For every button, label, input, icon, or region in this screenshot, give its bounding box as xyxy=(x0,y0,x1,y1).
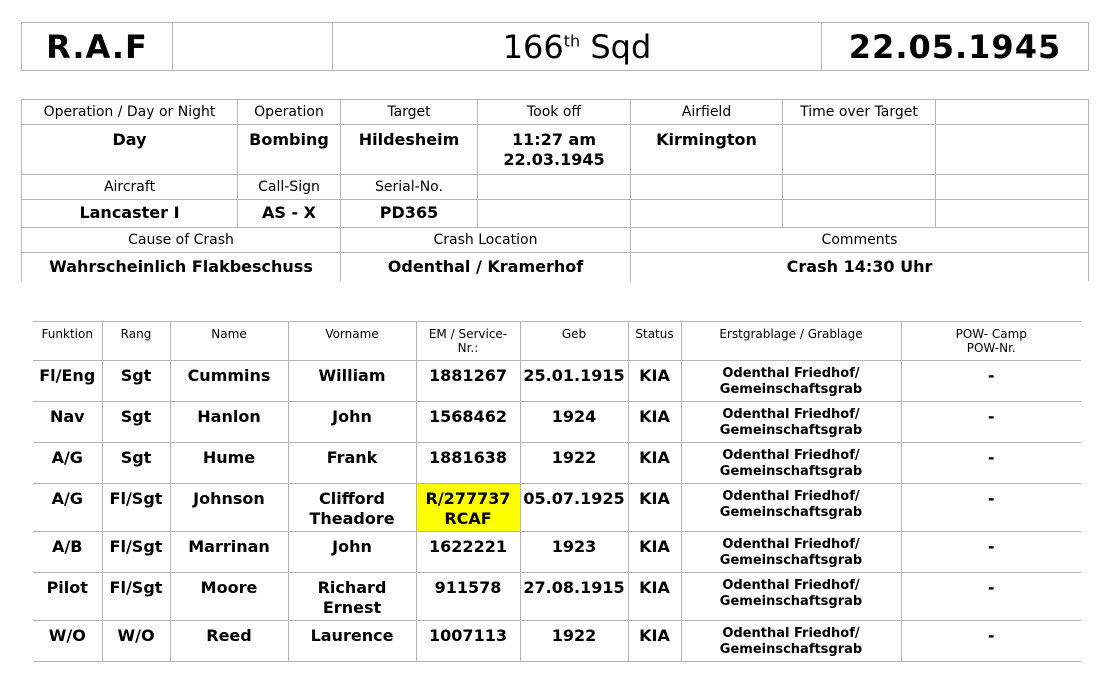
cell-service-nr-line1: 1881638 xyxy=(429,448,507,467)
col-name: Name xyxy=(170,322,288,361)
label-operation: Operation xyxy=(238,100,341,125)
value-airfield: Kirmington xyxy=(631,125,783,175)
cell-geb: 1923 xyxy=(520,532,628,573)
cell-service-nr-line1: 1622221 xyxy=(429,537,507,556)
cell-funktion: W/O xyxy=(33,621,102,662)
cell-grablage-line1: Odenthal Friedhof/ xyxy=(722,407,860,422)
op-empty-cell xyxy=(478,200,631,228)
cell-rang: Sgt xyxy=(102,402,170,443)
cell-vorname xyxy=(288,443,416,484)
cell-vorname xyxy=(288,361,416,402)
value-crash-location: Odenthal / Kramerhof xyxy=(341,253,631,282)
cell-vorname xyxy=(288,621,416,662)
col-em-line1: EM / Service- xyxy=(428,327,508,341)
cell-geb: 1924 xyxy=(520,402,628,443)
op-empty-cell xyxy=(631,175,783,200)
cell-grablage-line1: Odenthal Friedhof/ xyxy=(722,489,860,504)
cell-geb: 27.08.1915 xyxy=(520,573,628,621)
label-comments: Comments xyxy=(631,228,1089,253)
cell-rang: Sgt xyxy=(102,361,170,402)
cell-grablage xyxy=(681,621,901,662)
cell-vorname xyxy=(288,402,416,443)
col-rang: Rang xyxy=(102,322,170,361)
header-table xyxy=(21,22,1089,71)
operation-table xyxy=(21,99,1089,281)
label-day-night: Operation / Day or Night xyxy=(22,100,238,125)
op-empty-cell xyxy=(936,175,1089,200)
took-off-time: 11:27 am xyxy=(512,130,596,149)
cell-service-nr xyxy=(416,573,520,621)
cell-grablage-line2: Gemeinschaftsgrab xyxy=(719,464,863,479)
cell-service-nr-line1: 911578 xyxy=(434,578,502,597)
force-label: R.A.F xyxy=(22,23,173,71)
cell-grablage xyxy=(681,573,901,621)
op-empty-cell xyxy=(783,200,936,228)
op-empty-cell xyxy=(631,200,783,228)
cell-status: KIA xyxy=(628,402,681,443)
crew-row xyxy=(33,443,1081,484)
op-empty-cell xyxy=(936,200,1089,228)
crew-row xyxy=(33,484,1081,532)
label-airfield: Airfield xyxy=(631,100,783,125)
value-time-over-target xyxy=(783,125,936,175)
cell-service-nr xyxy=(416,361,520,402)
cell-service-nr xyxy=(416,443,520,484)
cell-grablage-line2: Gemeinschaftsgrab xyxy=(719,423,863,438)
cell-status: KIA xyxy=(628,484,681,532)
value-serial-no: PD365 xyxy=(341,200,478,228)
crew-header-row xyxy=(33,322,1081,361)
cell-grablage-line1: Odenthal Friedhof/ xyxy=(722,578,860,593)
col-pow-line1: POW- Camp xyxy=(955,327,1027,341)
op-empty-cell xyxy=(936,125,1089,175)
cell-name: Hanlon xyxy=(170,402,288,443)
cell-grablage-line1: Odenthal Friedhof/ xyxy=(722,366,860,381)
col-geb: Geb xyxy=(520,322,628,361)
cell-name: Johnson xyxy=(170,484,288,532)
col-funktion: Funktion xyxy=(33,322,102,361)
crew-row xyxy=(33,361,1081,402)
cell-grablage-line2: Gemeinschaftsgrab xyxy=(719,382,863,397)
cell-pow: - xyxy=(901,402,1081,443)
cell-name: Moore xyxy=(170,573,288,621)
header-empty-cell xyxy=(173,23,333,71)
cell-geb: 1922 xyxy=(520,443,628,484)
report-date: 22.05.1945 xyxy=(822,23,1089,71)
cell-vorname-line1: Richard xyxy=(317,578,387,597)
cell-vorname xyxy=(288,573,416,621)
col-status: Status xyxy=(628,322,681,361)
op-empty-cell xyxy=(783,175,936,200)
cell-rang: Sgt xyxy=(102,443,170,484)
value-call-sign: AS - X xyxy=(238,200,341,228)
cell-pow: - xyxy=(901,484,1081,532)
cell-grablage-line2: Gemeinschaftsgrab xyxy=(719,553,863,568)
op-empty-cell xyxy=(936,100,1089,125)
label-aircraft: Aircraft xyxy=(22,175,238,200)
cell-grablage-line2: Gemeinschaftsgrab xyxy=(719,594,863,609)
label-time-over-target: Time over Target xyxy=(783,100,936,125)
crew-row xyxy=(33,621,1081,662)
label-took-off: Took off xyxy=(478,100,631,125)
label-serial-no: Serial-No. xyxy=(341,175,478,200)
squadron-title xyxy=(333,23,822,71)
cell-service-nr-line1: 1007113 xyxy=(429,626,507,645)
cell-status: KIA xyxy=(628,361,681,402)
cell-grablage-line1: Odenthal Friedhof/ xyxy=(722,537,860,552)
value-took-off xyxy=(478,125,631,175)
label-crash-location: Crash Location xyxy=(341,228,631,253)
cell-service-nr-line2: RCAF xyxy=(444,509,492,528)
cell-service-nr xyxy=(416,402,520,443)
cell-vorname-line2: Theadore xyxy=(309,509,395,528)
cell-pow: - xyxy=(901,532,1081,573)
squadron-unit: Sqd xyxy=(580,27,652,66)
value-target: Hildesheim xyxy=(341,125,478,175)
cell-rang: Fl/Sgt xyxy=(102,573,170,621)
cell-grablage-line2: Gemeinschaftsgrab xyxy=(719,505,863,520)
cell-grablage xyxy=(681,361,901,402)
cell-service-nr-line1: 1881267 xyxy=(429,366,507,385)
cell-vorname-line2: Ernest xyxy=(322,598,382,617)
cell-grablage-line1: Odenthal Friedhof/ xyxy=(722,626,860,641)
cell-grablage xyxy=(681,532,901,573)
cell-funktion: A/B xyxy=(33,532,102,573)
cell-funktion: A/G xyxy=(33,443,102,484)
squadron-suffix: th xyxy=(563,30,581,50)
op-empty-cell xyxy=(478,175,631,200)
col-vorname: Vorname xyxy=(288,322,416,361)
cell-status: KIA xyxy=(628,573,681,621)
cell-vorname-line1: William xyxy=(318,366,386,385)
cell-grablage xyxy=(681,402,901,443)
col-grablage: Erstgrablage / Grablage xyxy=(681,322,901,361)
cell-funktion: Pilot xyxy=(33,573,102,621)
cell-vorname xyxy=(288,532,416,573)
cell-vorname-line1: Laurence xyxy=(310,626,394,645)
took-off-date: 22.03.1945 xyxy=(503,150,605,169)
cell-status: KIA xyxy=(628,621,681,662)
crew-row xyxy=(33,402,1081,443)
cell-service-nr-line1: R/277737 xyxy=(425,489,511,508)
label-cause-of-crash: Cause of Crash xyxy=(22,228,341,253)
cell-pow: - xyxy=(901,573,1081,621)
cell-rang: W/O xyxy=(102,621,170,662)
cell-vorname-line1: John xyxy=(332,407,372,426)
cell-name: Hume xyxy=(170,443,288,484)
cell-service-nr xyxy=(416,621,520,662)
label-call-sign: Call-Sign xyxy=(238,175,341,200)
cell-status: KIA xyxy=(628,532,681,573)
cell-geb: 25.01.1915 xyxy=(520,361,628,402)
cell-funktion: A/G xyxy=(33,484,102,532)
cell-service-nr xyxy=(416,484,520,532)
cell-status: KIA xyxy=(628,443,681,484)
value-cause-of-crash: Wahrscheinlich Flakbeschuss xyxy=(22,253,341,282)
col-em-service-nr xyxy=(416,322,520,361)
cell-pow: - xyxy=(901,361,1081,402)
cell-grablage-line2: Gemeinschaftsgrab xyxy=(719,642,863,657)
col-pow-line2: POW-Nr. xyxy=(966,341,1016,355)
crew-body xyxy=(33,361,1081,662)
cell-funktion: Nav xyxy=(33,402,102,443)
squadron-number: 166 xyxy=(502,27,564,66)
value-comments: Crash 14:30 Uhr xyxy=(631,253,1089,282)
value-day-night: Day xyxy=(22,125,238,175)
cell-name: Reed xyxy=(170,621,288,662)
value-aircraft: Lancaster I xyxy=(22,200,238,228)
cell-geb: 1922 xyxy=(520,621,628,662)
cell-grablage-line1: Odenthal Friedhof/ xyxy=(722,448,860,463)
cell-name: Marrinan xyxy=(170,532,288,573)
cell-rang: Fl/Sgt xyxy=(102,484,170,532)
label-target: Target xyxy=(341,100,478,125)
cell-pow: - xyxy=(901,621,1081,662)
cell-funktion: Fl/Eng xyxy=(33,361,102,402)
value-operation: Bombing xyxy=(238,125,341,175)
crew-row xyxy=(33,573,1081,621)
cell-rang: Fl/Sgt xyxy=(102,532,170,573)
cell-service-nr-line1: 1568462 xyxy=(429,407,507,426)
cell-grablage xyxy=(681,484,901,532)
cell-vorname-line1: Frank xyxy=(326,448,378,467)
cell-vorname xyxy=(288,484,416,532)
crew-row xyxy=(33,532,1081,573)
col-em-line2: Nr.: xyxy=(457,341,479,355)
cell-vorname-line1: Clifford xyxy=(318,489,385,508)
crew-table xyxy=(33,321,1081,662)
cell-vorname-line1: John xyxy=(332,537,372,556)
cell-grablage xyxy=(681,443,901,484)
cell-name: Cummins xyxy=(170,361,288,402)
cell-pow: - xyxy=(901,443,1081,484)
col-pow xyxy=(901,322,1081,361)
cell-geb: 05.07.1925 xyxy=(520,484,628,532)
cell-service-nr xyxy=(416,532,520,573)
